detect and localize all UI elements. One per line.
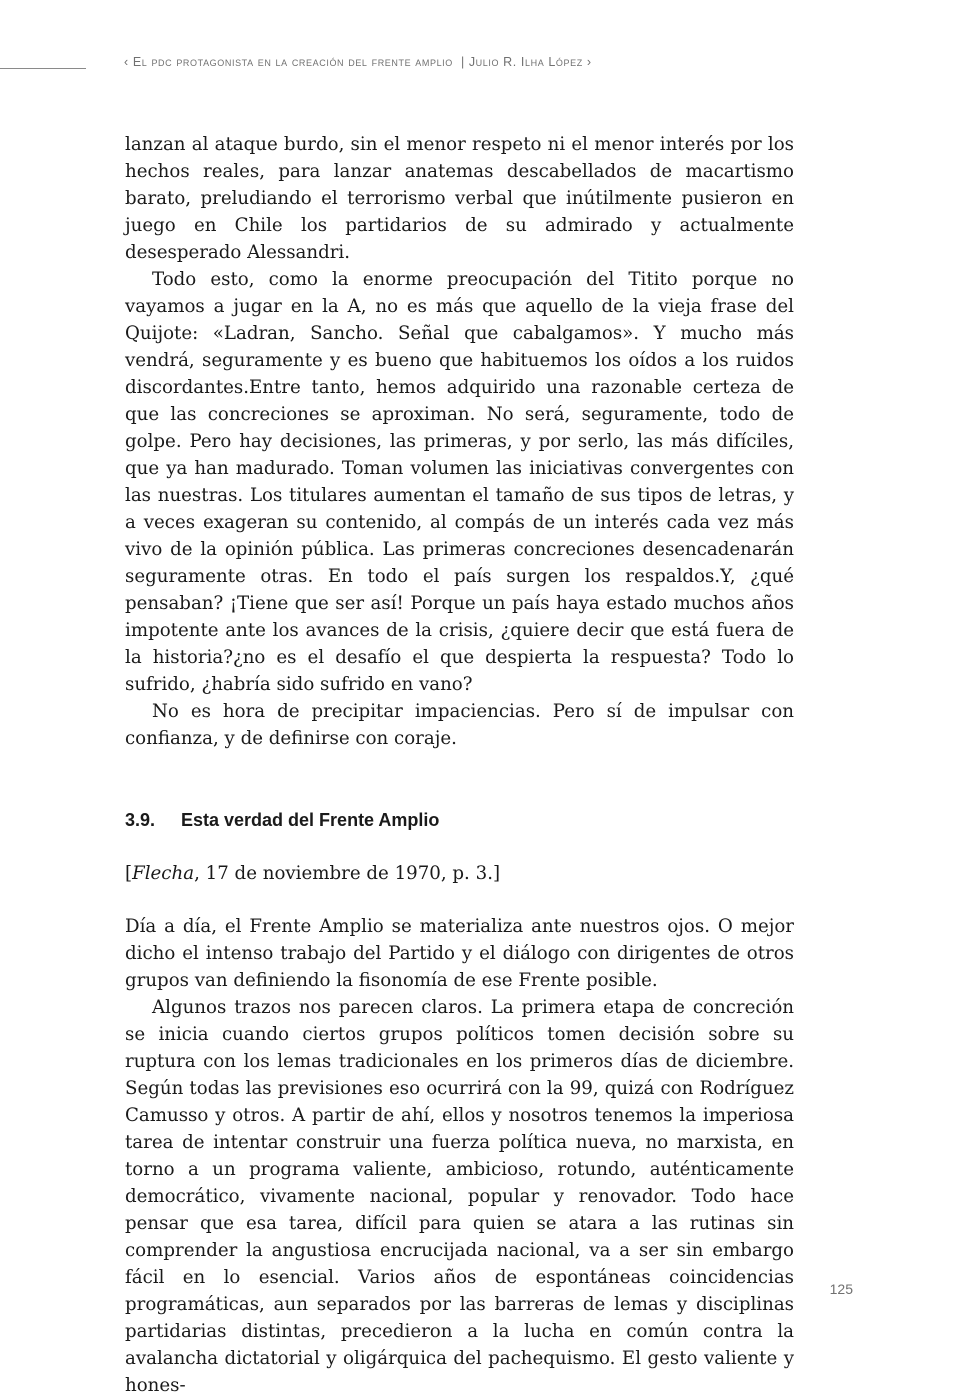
running-head-left-chevron: ‹ xyxy=(124,55,129,69)
section-title: Esta verdad del Frente Amplio xyxy=(181,810,440,830)
running-head-separator: | xyxy=(460,55,465,69)
section-number: 3.9. xyxy=(125,810,156,830)
page-number: 125 xyxy=(829,1281,853,1297)
section-heading xyxy=(125,807,794,834)
source-publication: Flecha xyxy=(132,863,195,884)
paragraph: Todo esto, como la enorme preocupación del Titito porque no vayamos a jugar en la A, no es más que aquello de la vieja frase del Quijote: «Ladran, Sancho. Señal que cabalgamos». Y mucho más vendrá, seguramente y es bueno que habituemos los oídos a los ruidos discordantes.Entre tanto, hemos adquirido una razonable certeza de que las concreciones se aproximan. No será, seguramente, todo de golpe. Pero hay decisiones, las primeras, y por serlo, las más difíciles, que ya han madurado. Toman volumen las iniciativas convergentes con las nuestras. Los titulares aumentan el tamaño de sus tipos de letras, y a veces exageran su contenido, al compás de un interés cada vez más vivo de la opinión pública. Las primeras concreciones desencadenarán seguramente otras. En todo el país surgen los respaldos.Y, ¿qué pensaban? ¡Tiene que ser así! Porque un país haya estado muchos años impotente ante los avances de la crisis, ¿quiere decir que está fuera de la historia?¿no es el desafío el que despierta la respuesta? Todo lo sufrido, ¿habría sido sufrido en vano? xyxy=(125,269,794,695)
running-head-book-title: El pdc protagonista en la creación del frente amplio xyxy=(132,55,453,69)
source-details: , 17 de noviembre de 1970, p. 3.] xyxy=(194,863,501,884)
running-head-right-chevron: › xyxy=(586,55,592,69)
source-citation xyxy=(125,860,794,887)
paragraph: No es hora de precipitar impaciencias. Pero sí de impulsar con confianza, y de definirse con coraje. xyxy=(125,701,794,749)
paragraph-continuation: lanzan al ataque burdo, sin el menor respeto ni el menor interés por los hechos reales, para lanzar anatemas descabellados de macartismo barato, preludiando el terrorismo verbal que inútilmente pusieron en juego en Chile los partidarios de su admirado y actualmente desesperado Alessandri. xyxy=(125,134,794,263)
header-rule xyxy=(0,68,86,69)
source-open-bracket: [ xyxy=(125,863,133,884)
page-body xyxy=(125,131,794,1399)
running-head-author: Julio R. Ilha López xyxy=(468,55,583,69)
running-head xyxy=(124,55,592,69)
paragraph: Algunos trazos nos parecen claros. La primera etapa de concreción se inicia cuando ciertos grupos políticos tomen decisión sobre su ruptura con los lemas tradicionales en los primeros días de diciembre. Según todas las previsiones eso ocurrirá con la 99, quizá con Rodríguez Camusso y otros. A partir de ahí, ellos y nosotros tenemos la imperiosa tarea de intentar construir una fuerza política nueva, no marxista, en torno a un programa valiente, ambicioso, rotundo, auténticamente democrático, vivamente nacional, popular y renovador. Todo hace pensar que esa tarea, difícil para quien se atara a las rutinas sin comprender la angustiosa encrucijada nacional, va a ser sin embargo fácil en lo esencial. Varios años de espontáneas coincidencias programáticas, aun separados por las barreras de lemas y disciplinas partidarias distintas, precedieron a la lucha en común contra la avalancha dictatorial y oligárquica del pachequismo. El gesto valiente y hones- xyxy=(125,997,794,1396)
paragraph: Día a día, el Frente Amplio se materializa ante nuestros ojos. O mejor dicho el intenso trabajo del Partido y el diálogo con dirigentes de otros grupos van definiendo la fisonomía de ese Frente posible. xyxy=(125,916,794,991)
